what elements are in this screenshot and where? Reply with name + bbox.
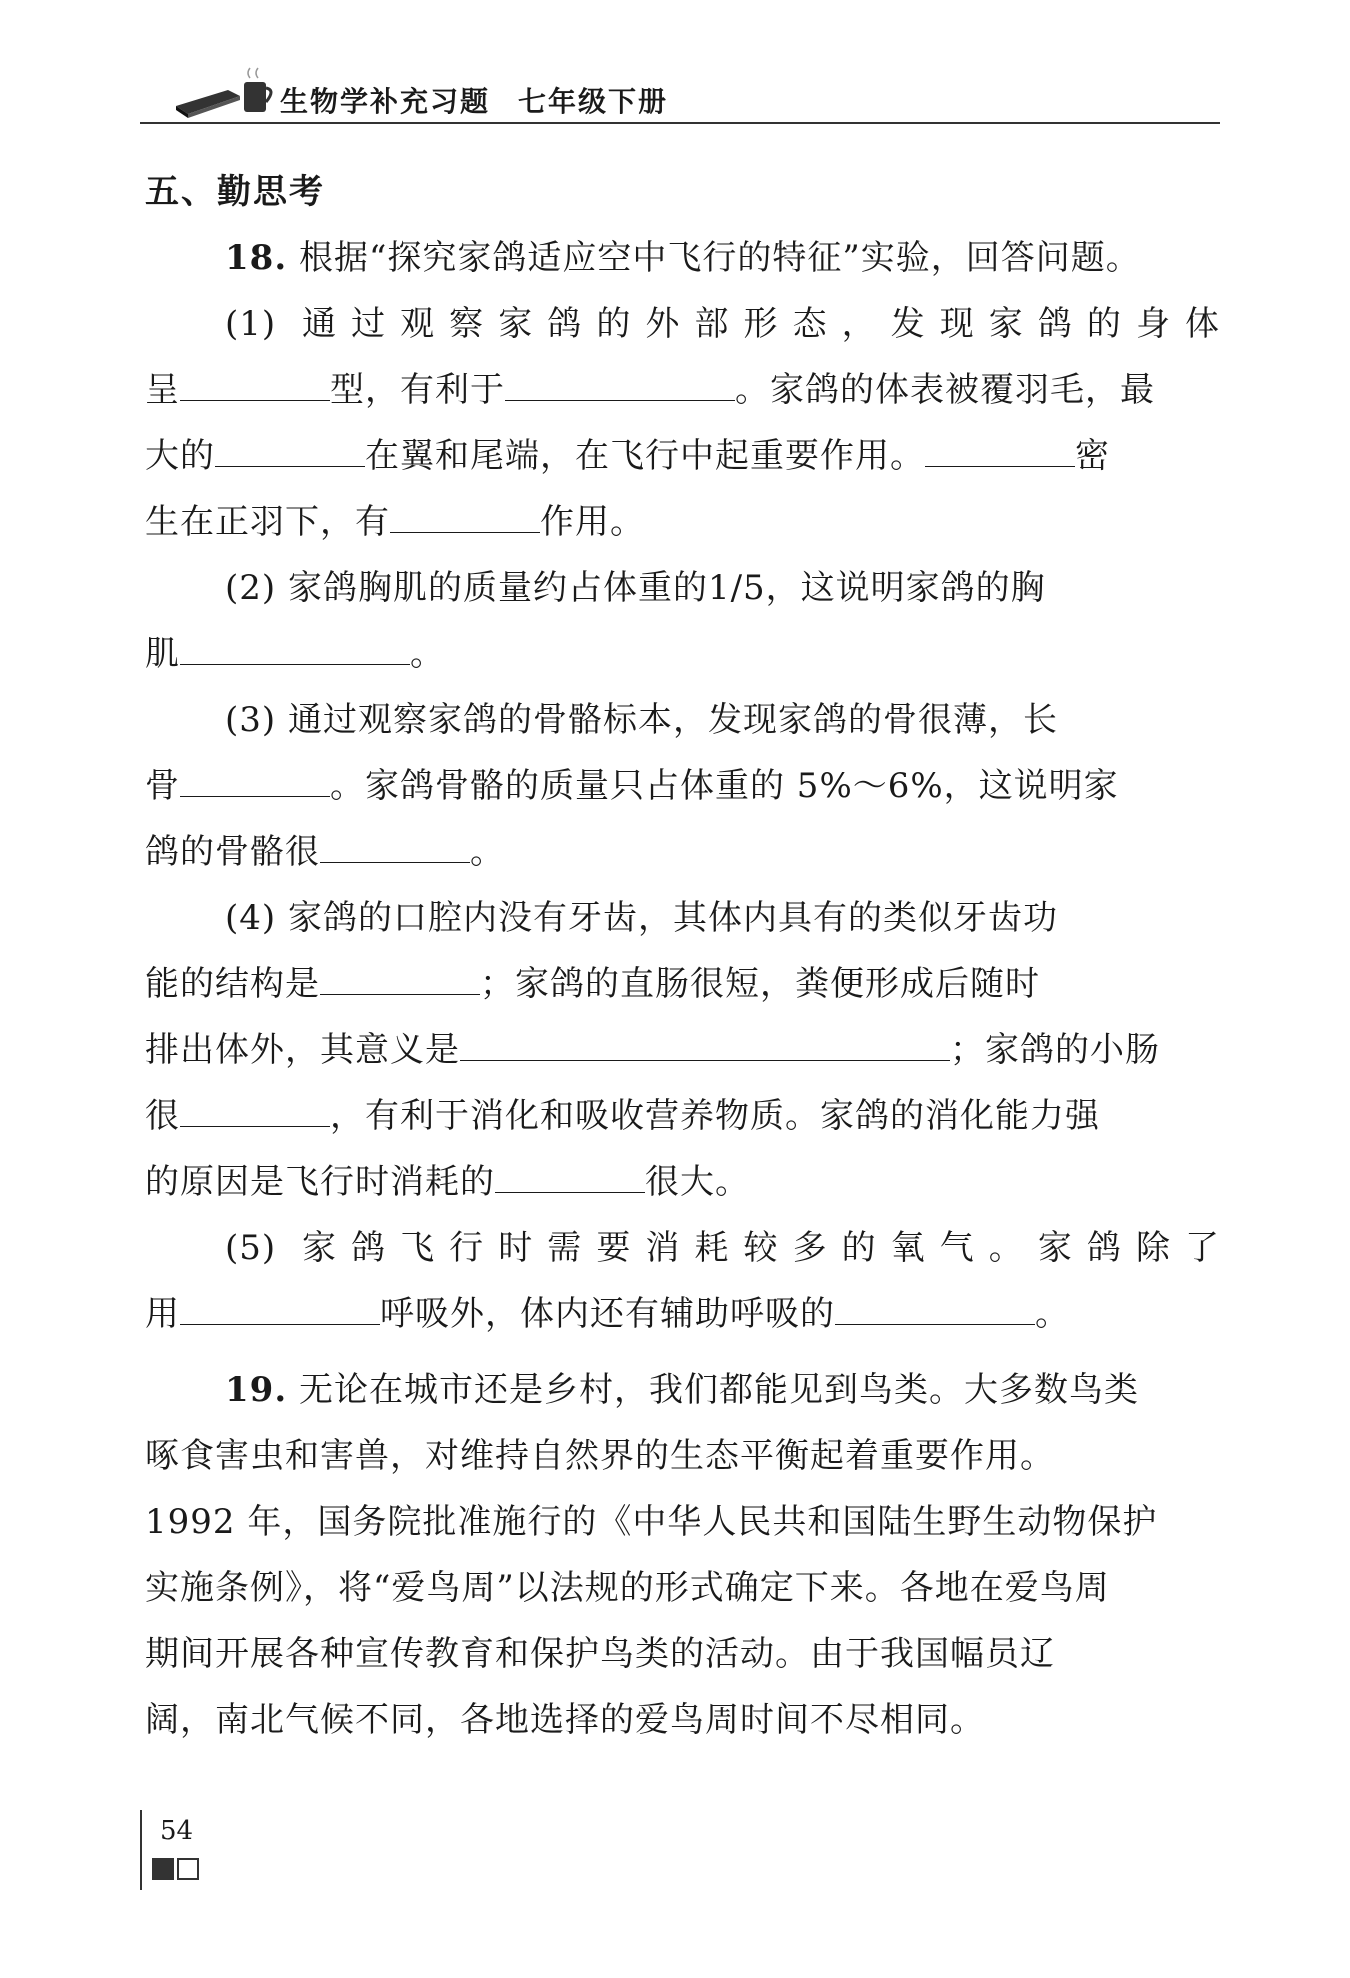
- text-fragment: 实施条例》，将“爱鸟周”以法规的形式确定下来。各地在爱鸟周: [145, 1568, 1110, 1608]
- answer-blank[interactable]: [925, 436, 1075, 467]
- sub-question-2: (2) 家鸽胸肌的质量约占体重的1/5，这说明家鸽的胸: [225, 568, 1046, 608]
- header-divider: [140, 122, 1220, 124]
- text-fragment: 大的: [145, 436, 215, 476]
- question-number: 19.: [225, 1370, 288, 1410]
- answer-blank[interactable]: [215, 436, 365, 467]
- text-line: [145, 753, 1220, 819]
- text-fragment: 很大。: [645, 1162, 750, 1202]
- text-fragment: 。: [1035, 1294, 1070, 1334]
- section-title: 五、勤思考: [145, 172, 325, 212]
- text-fragment: 。: [470, 832, 505, 872]
- header-title: [280, 80, 696, 120]
- text-fragment: ；家鸽的小肠: [950, 1030, 1160, 1070]
- answer-blank[interactable]: [320, 964, 480, 995]
- text-line: [145, 1489, 1220, 1555]
- page-header: [140, 56, 1220, 126]
- text-fragment: 能的结构是: [145, 964, 320, 1004]
- answer-blank[interactable]: [180, 1294, 380, 1325]
- text-fragment: 作用。: [540, 502, 645, 542]
- text-line: [145, 291, 1220, 357]
- footer-divider: [140, 1810, 142, 1890]
- text-fragment: 骨: [145, 766, 180, 806]
- text-line: [145, 555, 1220, 621]
- grade-label: 七年级下册: [518, 85, 669, 118]
- text-fragment: 。家鸽骨骼的质量只占体重的 5%～6%，这说明家: [330, 766, 1119, 806]
- empty-square-icon: [177, 1858, 199, 1880]
- text-line: [145, 1687, 1220, 1753]
- text-line: [145, 225, 1220, 291]
- text-fragment: 呈: [145, 370, 180, 410]
- text-line: [145, 687, 1220, 753]
- text-fragment: ；家鸽的直肠很短，粪便形成后随时: [480, 964, 1040, 1004]
- text-line: [145, 885, 1220, 951]
- text-fragment: 1992 年，国务院批准施行的《中华人民共和国陆生野生动物保护: [145, 1502, 1158, 1542]
- text-fragment: 呼吸外，体内还有辅助呼吸的: [380, 1294, 835, 1334]
- text-line: [145, 951, 1220, 1017]
- question-18: [145, 225, 1220, 1347]
- text-fragment: 型，有利于: [330, 370, 505, 410]
- text-line: [145, 1149, 1220, 1215]
- answer-blank[interactable]: [460, 1030, 950, 1061]
- text-line: [145, 1357, 1220, 1423]
- answer-blank[interactable]: [835, 1294, 1035, 1325]
- text-line: [145, 1083, 1220, 1149]
- text-line: [145, 819, 1220, 885]
- text-line: [145, 1215, 1220, 1281]
- text-line: [145, 1621, 1220, 1687]
- text-fragment: 啄食害虫和害兽，对维持自然界的生态平衡起着重要作用。: [145, 1436, 1055, 1476]
- text-fragment: 阔，南北气候不同，各地选择的爱鸟周时间不尽相同。: [145, 1700, 985, 1740]
- filled-square-icon: [152, 1858, 174, 1880]
- text-line: [145, 621, 1220, 687]
- sub-question-5: (5) 家鸽飞行时需要消耗较多的氧气。家鸽除了: [225, 1228, 1220, 1268]
- text-fragment: 密: [1075, 436, 1110, 476]
- text-fragment: 很: [145, 1096, 180, 1136]
- text-fragment: 用: [145, 1294, 180, 1334]
- text-fragment: 期间开展各种宣传教育和保护鸟类的活动。由于我国幅员辽: [145, 1634, 1055, 1674]
- question-text: 无论在城市还是乡村，我们都能见到鸟类。大多数鸟类: [298, 1370, 1139, 1410]
- text-line: [145, 489, 1220, 555]
- answer-blank[interactable]: [320, 832, 470, 863]
- text-line: [145, 357, 1220, 423]
- question-number: 18.: [225, 238, 288, 278]
- answer-blank[interactable]: [180, 766, 330, 797]
- question-text: 根据“探究家鸽适应空中飞行的特征”实验，回答问题。: [298, 238, 1141, 278]
- text-line: [145, 1555, 1220, 1621]
- text-line: [145, 1423, 1220, 1489]
- answer-blank[interactable]: [505, 370, 735, 401]
- sub-question-1: (1) 通过观察家鸽的外部形态，发现家鸽的身体: [225, 304, 1220, 344]
- question-19: [145, 1357, 1220, 1753]
- answer-blank[interactable]: [180, 634, 410, 665]
- book-and-cup-icon: [170, 66, 290, 122]
- answer-blank[interactable]: [180, 370, 330, 401]
- answer-blank[interactable]: [495, 1162, 645, 1193]
- text-fragment: 的原因是飞行时消耗的: [145, 1162, 495, 1202]
- text-fragment: 。: [410, 634, 445, 674]
- footer-marker: [152, 1858, 202, 1884]
- text-fragment: 。家鸽的体表被覆羽毛，最: [735, 370, 1155, 410]
- text-fragment: 排出体外，其意义是: [145, 1030, 460, 1070]
- text-fragment: 鸽的骨骼很: [145, 832, 320, 872]
- answer-blank[interactable]: [390, 502, 540, 533]
- text-fragment: ，有利于消化和吸收营养物质。家鸽的消化能力强: [330, 1096, 1100, 1136]
- sub-question-3: (3) 通过观察家鸽的骨骼标本，发现家鸽的骨很薄，长: [225, 700, 1058, 740]
- sub-question-4: (4) 家鸽的口腔内没有牙齿，其体内具有的类似牙齿功: [225, 898, 1058, 938]
- text-line: [145, 1017, 1220, 1083]
- book-title: 生物学补充习题: [280, 85, 491, 118]
- text-fragment: 在翼和尾端，在飞行中起重要作用。: [365, 436, 925, 476]
- text-line: [145, 1281, 1220, 1347]
- answer-blank[interactable]: [180, 1096, 330, 1127]
- text-fragment: 肌: [145, 634, 180, 674]
- text-line: [145, 423, 1220, 489]
- text-fragment: 生在正羽下，有: [145, 502, 390, 542]
- page-number: 54: [160, 1816, 194, 1846]
